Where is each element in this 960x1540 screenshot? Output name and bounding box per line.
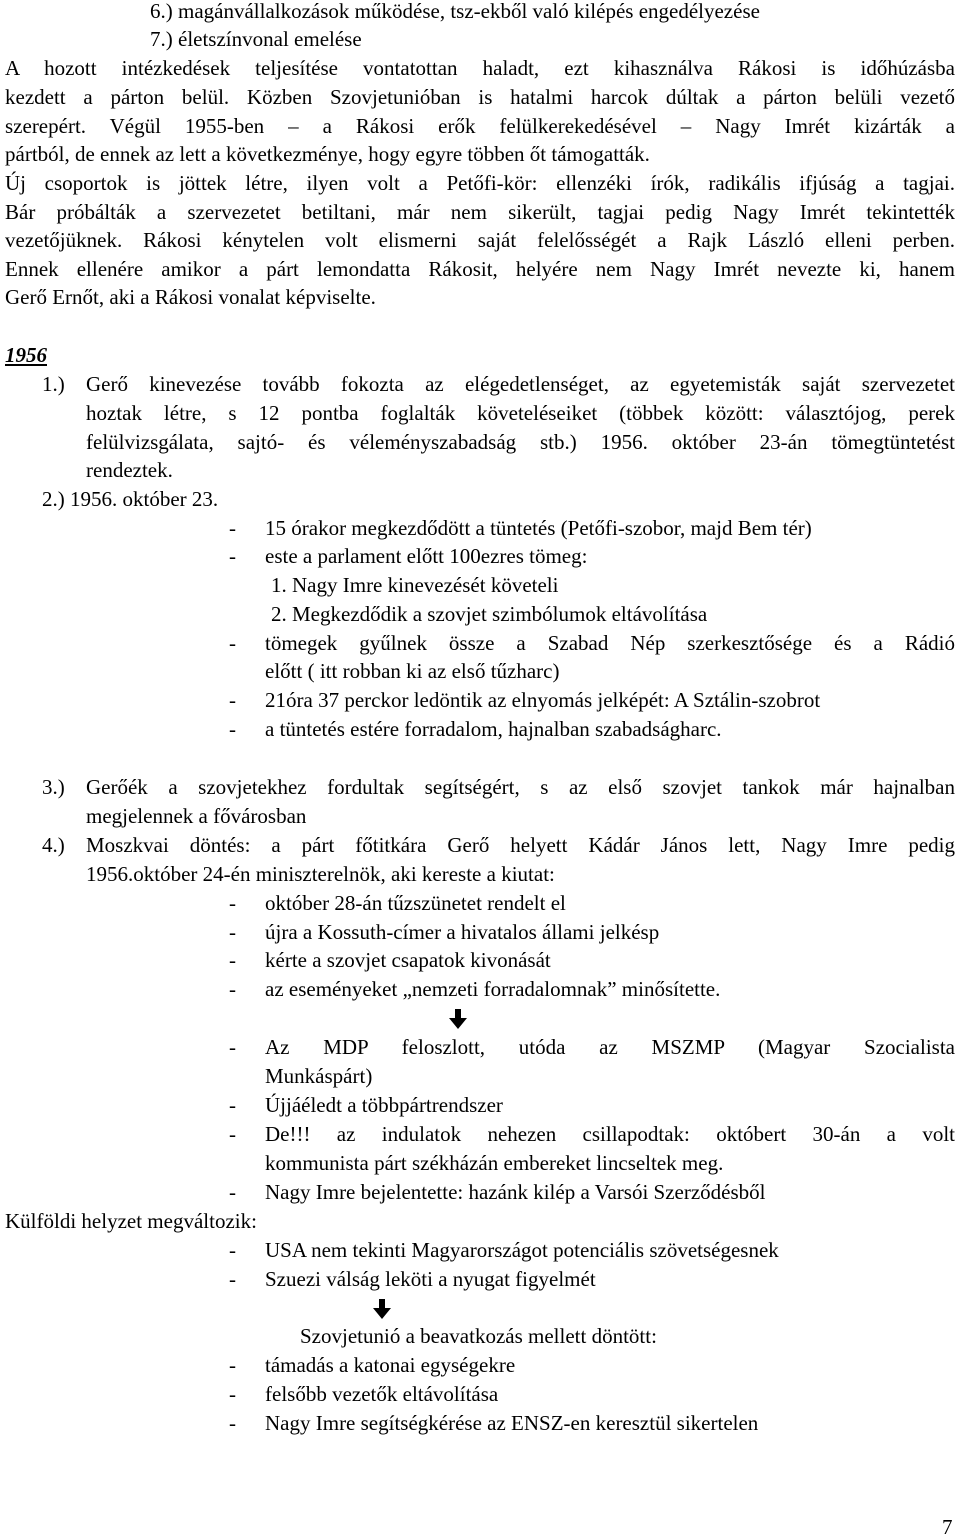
list-item-6: 6.) magánvállalkozások működése, tsz-ekből való kilépés engedélyezése xyxy=(150,0,760,23)
bullet-text: De!!! az indulatok nehezen csillapodtak: októbert 30-án a volt xyxy=(265,1122,955,1146)
item-line: megjelennek a fővárosban xyxy=(86,804,307,828)
bullet-text: Munkáspárt) xyxy=(265,1064,373,1088)
item-number: 1.) xyxy=(42,372,65,396)
bullet-dash: - xyxy=(229,1093,236,1117)
bullet-dash: - xyxy=(229,1353,236,1377)
sub-item: 1. Nagy Imre kinevezését követeli xyxy=(271,573,559,597)
bullet-text: támadás a katonai egységekre xyxy=(265,1353,516,1377)
item-line: Gerőék a szovjetekhez fordultak segítségért, s az első szovjet tankok már hajnalban xyxy=(86,775,955,799)
down-arrow-icon xyxy=(371,1298,393,1320)
item-title: 2.) 1956. október 23. xyxy=(42,487,219,511)
bullet-dash: - xyxy=(229,920,236,944)
item-number: 4.) xyxy=(42,833,65,857)
bullet-text: újra a Kossuth-címer a hivatalos állami jelkésp xyxy=(265,920,660,944)
bullet-text: Az MDP feloszlott, utóda az MSZMP (Magyar Szocialista xyxy=(265,1035,955,1059)
paragraph-line: pártból, de ennek az lett a következménye, hogy egyre többen őt támogatták. xyxy=(5,142,650,166)
bullet-dash: - xyxy=(229,1122,236,1146)
conclusion-line: Szovjetunió a beavatkozás mellett döntött: xyxy=(300,1324,657,1348)
bullet-dash: - xyxy=(229,1238,236,1262)
bullet-text: Szuezi válság leköti a nyugat figyelmét xyxy=(265,1267,596,1291)
section-heading: 1956 xyxy=(5,343,47,367)
bullet-text: felsőbb vezetők eltávolítása xyxy=(265,1382,499,1406)
bullet-text: a tüntetés estére forradalom, hajnalban szabadságharc. xyxy=(265,717,722,741)
bullet-dash: - xyxy=(229,1267,236,1291)
bullet-dash: - xyxy=(229,977,236,1001)
item-line: hoztak létre, s 12 pontba foglalták követeléseiket (többek között: választójog, perek xyxy=(86,401,955,425)
bullet-text: október 28-án tűzszünetet rendelt el xyxy=(265,891,566,915)
bullet-dash: - xyxy=(229,891,236,915)
bullet-text: USA nem tekinti Magyarországot potenciális szövetségesnek xyxy=(265,1238,779,1262)
paragraph-line: kezdett a párton belül. Közben Szovjetunióban is hatalmi harcok dúltak a párton belüli vezető xyxy=(5,85,955,109)
paragraph-line: szerepért. Végül 1955-ben – a Rákosi erők felülkerekedésével – Nagy Imrét kizárták a xyxy=(5,114,955,138)
paragraph-line: Ennek ellenére amikor a párt lemondatta Rákosit, helyére nem Nagy Imrét nevezte ki, hanem xyxy=(5,257,955,281)
bullet-text: tömegek gyűlnek össze a Szabad Nép szerkesztősége és a Rádió xyxy=(265,631,955,655)
bullet-text: Újjáéledt a többpártrendszer xyxy=(265,1093,503,1117)
list-item-7: 7.) életszínvonal emelése xyxy=(150,27,362,51)
bullet-dash: - xyxy=(229,544,236,568)
paragraph-line: A hozott intézkedések teljesítése vontatottan haladt, ezt kihasználva Rákosi is időhúzásba xyxy=(5,56,955,80)
page-number: 7 xyxy=(942,1515,953,1539)
bullet-dash: - xyxy=(229,948,236,972)
down-arrow-icon xyxy=(447,1008,469,1030)
paragraph-line: Bár próbálták a szervezetet betiltani, már nem sikerült, tagjai pedig Nagy Imrét tekintették xyxy=(5,200,955,224)
item-line: rendeztek. xyxy=(86,458,173,482)
bullet-text: Nagy Imre segítségkérése az ENSZ-en keresztül sikertelen xyxy=(265,1411,759,1435)
bullet-dash: - xyxy=(229,1411,236,1435)
sub-item: 2. Megkezdődik a szovjet szimbólumok eltávolítása xyxy=(271,602,708,626)
bullet-text: kommunista párt székházán embereket lincseltek meg. xyxy=(265,1151,724,1175)
bullet-dash: - xyxy=(229,1035,236,1059)
bullet-text: kérte a szovjet csapatok kivonását xyxy=(265,948,551,972)
bullet-text: 21óra 37 perckor ledöntik az elnyomás jelképét: A Sztálin-szobrot xyxy=(265,688,821,712)
bullet-dash: - xyxy=(229,516,236,540)
item-number: 3.) xyxy=(42,775,65,799)
section-subheading: Külföldi helyzet megváltozik: xyxy=(5,1209,257,1233)
bullet-dash: - xyxy=(229,688,236,712)
bullet-text: este a parlament előtt 100ezres tömeg: xyxy=(265,544,588,568)
item-line: felülvizsgálata, sajtó- és véleményszabadság stb.) 1956. október 23-án tömegtüntetést xyxy=(86,430,955,454)
bullet-text: 15 órakor megkezdődött a tüntetés (Petőfi-szobor, majd Bem tér) xyxy=(265,516,812,540)
bullet-text: Nagy Imre bejelentette: hazánk kilép a Varsói Szerződésből xyxy=(265,1180,766,1204)
paragraph-line: Gerő Ernőt, aki a Rákosi vonalat képviselte. xyxy=(5,285,376,309)
item-line: Moszkvai döntés: a párt főtitkára Gerő helyett Kádár János lett, Nagy Imre pedig xyxy=(86,833,955,857)
bullet-dash: - xyxy=(229,631,236,655)
item-line: 1956.október 24-én miniszterelnök, aki kereste a kiutat: xyxy=(86,862,555,886)
bullet-dash: - xyxy=(229,1382,236,1406)
bullet-dash: - xyxy=(229,717,236,741)
paragraph-line: vezetőjüknek. Rákosi kénytelen volt elismerni saját felelősségét a Rajk László elleni perben. xyxy=(5,228,955,252)
bullet-dash: - xyxy=(229,1180,236,1204)
item-line: Gerő kinevezése tovább fokozta az elégedetlenséget, az egyetemisták saját szervezetet xyxy=(86,372,955,396)
paragraph-line: Új csoportok is jöttek létre, ilyen volt a Petőfi-kör: ellenzéki írók, radikális ifjúság a tagjai. xyxy=(5,171,955,195)
bullet-text: előtt ( itt robban ki az első tűzharc) xyxy=(265,659,560,683)
bullet-text: az eseményeket „nemzeti forradalomnak” minősítette. xyxy=(265,977,721,1001)
